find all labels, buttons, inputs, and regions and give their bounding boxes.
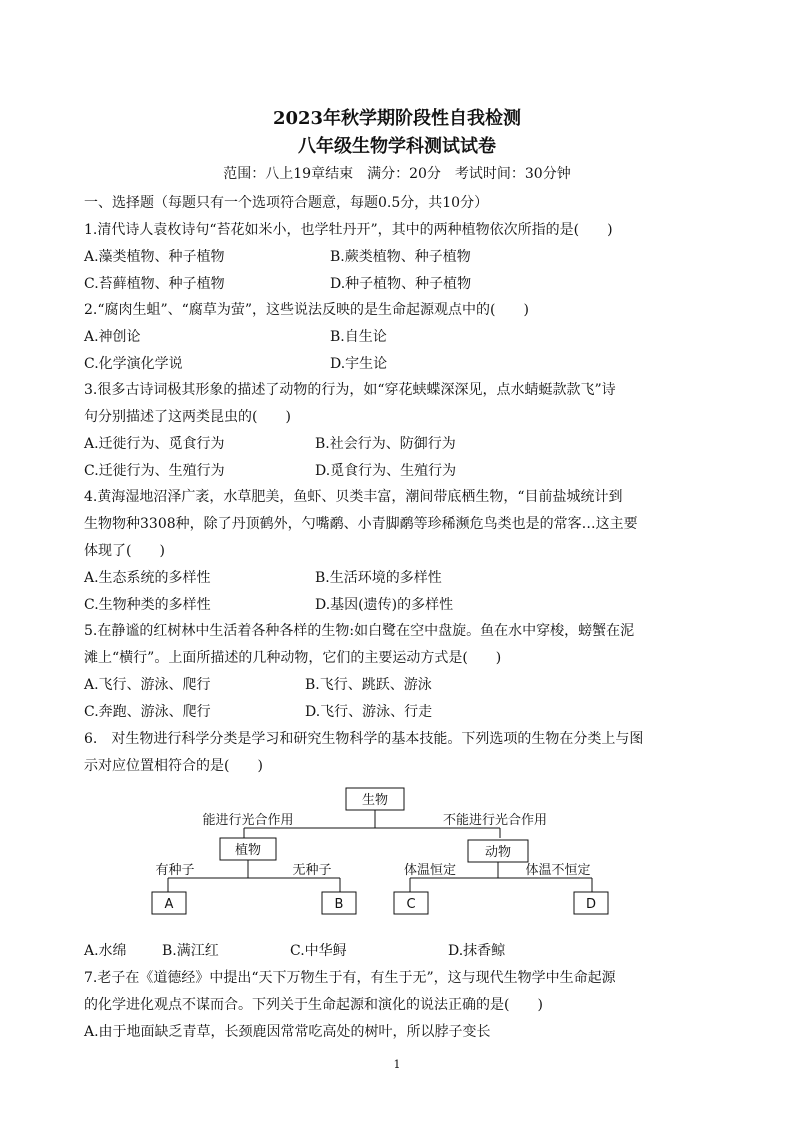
question-4-option-d: D.基因(遗传)的多样性 (315, 597, 454, 613)
question-6-option-a: A.水绵 (84, 943, 127, 959)
question-2-option-a: A.神创论 (84, 329, 141, 345)
diagram-animal-left-label: 体温恒定 (403, 863, 457, 878)
question-5-option-c: C.奔跑、游泳、爬行 (84, 704, 211, 720)
question-2-text: 2.“腐肉生蛆”、“腐草为萤”，这些说法反映的是生命起源观点中的( ) (84, 302, 529, 318)
question-4-option-a: A.生态系统的多样性 (84, 570, 211, 586)
question-3-text-line-1: 3.很多古诗词极其形象的描述了动物的行为，如“穿花蛱蝶深深见，点水蜻蜓款款飞”诗 (84, 382, 616, 398)
diagram-right-branch-label: 不能进行光合作用 (442, 813, 548, 828)
question-5-option-b: B.飞行、跳跃、游泳 (305, 677, 432, 693)
question-3-text-line-2: 句分别描述了这两类昆虫的( ) (84, 409, 291, 425)
exam-subtitle: 八年级生物学科测试试卷 (298, 136, 496, 157)
question-1-text: 1.清代诗人袁枚诗句“苔花如米小，也学牡丹开”，其中的两种植物依次所指的是( ) (84, 222, 613, 238)
exam-meta: 范围：八上19章结束 满分：20分 考试时间：30分钟 (223, 166, 571, 182)
question-7-option-a: A.由于地面缺乏青草，长颈鹿因常常吃高处的树叶，所以脖子变长 (84, 1024, 491, 1040)
diagram-leaf-d-label: D (585, 897, 597, 912)
question-4-option-c: C.生物种类的多样性 (84, 597, 211, 613)
question-1-option-c: C.苔藓植物、种子植物 (84, 276, 225, 292)
question-6-option-d: D.抹香鲸 (448, 943, 506, 959)
diagram-plant-left-label: 有种子 (155, 863, 195, 878)
question-4-text-line-3: 体现了( ) (84, 543, 165, 559)
question-6-text-line-2: 示对应位置相符合的是( ) (84, 758, 263, 774)
question-3-option-d: D.觅食行为、生殖行为 (315, 463, 457, 479)
diagram-left-branch-label: 能进行光合作用 (202, 813, 294, 828)
question-1-option-a: A.藻类植物、种子植物 (84, 249, 225, 265)
diagram-leaf-c-label: C (406, 897, 416, 912)
question-6-option-b: B.满江红 (162, 943, 219, 959)
question-3-option-a: A.迁徙行为、觅食行为 (84, 436, 225, 452)
section-heading: 一、选择题（每题只有一个选项符合题意，每题0.5分，共10分） (84, 195, 489, 211)
diagram-animal-right-label: 体温不恒定 (525, 863, 591, 878)
question-5-option-d: D.飞行、游泳、行走 (305, 704, 433, 720)
diagram-plant-right-label: 无种子 (292, 863, 332, 878)
question-7-text-line-2: 的化学进化观点不谋而合。下列关于生命起源和演化的说法正确的是( ) (84, 997, 543, 1013)
question-1-option-b: B.蕨类植物、种子植物 (330, 249, 471, 265)
question-4-text-line-1: 4.黄海湿地沼泽广袤，水草肥美，鱼虾、贝类丰富，潮间带底栖生物，“目前盐城统计到 (84, 489, 623, 505)
diagram-leaf-a-label: A (164, 897, 174, 912)
question-3-option-b: B.社会行为、防御行为 (315, 436, 456, 452)
classification-diagram (140, 786, 620, 918)
question-5-option-a: A.飞行、游泳、爬行 (84, 677, 211, 693)
diagram-leaf-b-label: B (334, 897, 344, 912)
question-7-text-line-1: 7.老子在《道德经》中提出“天下万物生于有，有生于无”，这与现代生物学中生命起源 (84, 970, 616, 986)
question-4-text-line-2: 生物物种3308种，除了丹顶鹤外，勺嘴鹬、小青脚鹬等珍稀濒危鸟类也是的常客…这主要 (84, 516, 638, 532)
diagram-root-label: 生物 (361, 793, 389, 808)
page-number: 1 (393, 1058, 401, 1071)
diagram-animal-label: 动物 (484, 845, 512, 860)
exam-title: 2023年秋学期阶段性自我检测 (272, 108, 522, 129)
question-6-text-line-1: 6. 对生物进行科学分类是学习和研究生物科学的基本技能。下列选项的生物在分类上与图 (84, 731, 644, 747)
question-2-option-b: B.自生论 (330, 329, 387, 345)
question-3-option-c: C.迁徙行为、生殖行为 (84, 463, 225, 479)
question-5-text-line-1: 5.在静谧的红树林中生活着各种各样的生物:如白鹭在空中盘旋。鱼在水中穿梭，螃蟹在泥 (84, 623, 635, 639)
question-2-option-d: D.宇生论 (330, 356, 388, 372)
question-6-option-c: C.中华鲟 (290, 943, 347, 959)
question-2-option-c: C.化学演化学说 (84, 356, 183, 372)
question-4-option-b: B.生活环境的多样性 (315, 570, 442, 586)
question-1-option-d: D.种子植物、种子植物 (330, 276, 472, 292)
diagram-plant-label: 植物 (234, 843, 262, 858)
question-5-text-line-2: 滩上“横行”。上面所描述的几种动物，它们的主要运动方式是( ) (84, 650, 502, 666)
